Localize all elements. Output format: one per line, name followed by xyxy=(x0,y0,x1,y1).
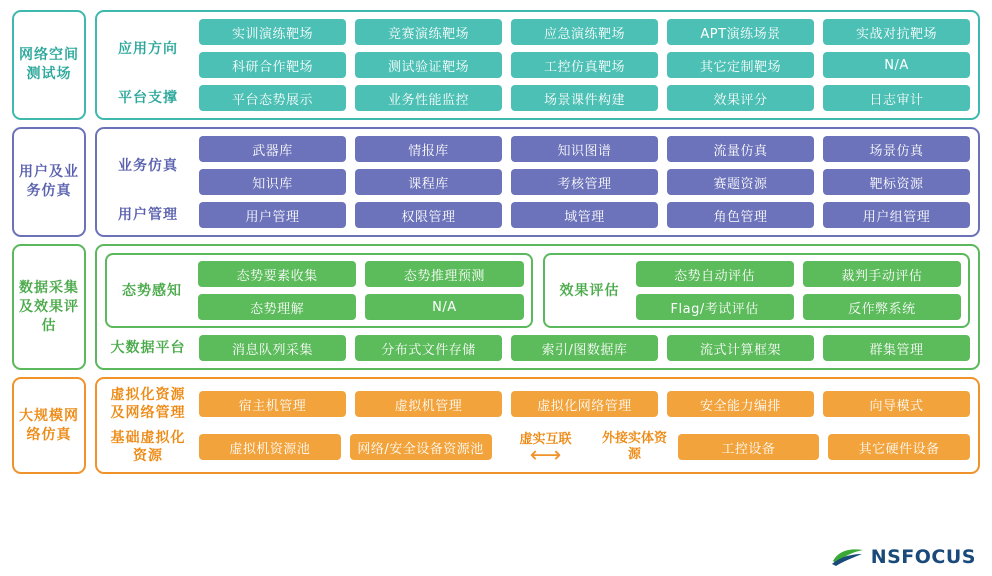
diagram-canvas xyxy=(0,10,992,576)
external-entity-title: 外接实体资源 xyxy=(601,431,667,462)
cell-row xyxy=(199,52,970,78)
cell[interactable]: 角色管理 xyxy=(667,202,814,228)
cell[interactable]: 用户管理 xyxy=(199,202,346,228)
band-business-simulation xyxy=(105,136,970,195)
cell[interactable]: 态势理解 xyxy=(198,294,356,320)
cell[interactable]: 态势要素收集 xyxy=(198,261,356,287)
cell[interactable]: 向导模式 xyxy=(823,391,970,417)
cell-row xyxy=(199,19,970,45)
section-body-large-scale-simulation xyxy=(95,377,980,474)
band-platform-support xyxy=(105,85,970,111)
cell[interactable]: 流式计算框架 xyxy=(667,335,814,361)
cell[interactable]: 武器库 xyxy=(199,136,346,162)
cell[interactable]: 群集管理 xyxy=(823,335,970,361)
cell[interactable]: 虚拟机管理 xyxy=(355,391,502,417)
cell[interactable]: 裁判手动评估 xyxy=(803,261,961,287)
subbox-situation-awareness xyxy=(105,253,533,328)
cell-row xyxy=(199,335,970,361)
cell[interactable]: 情报库 xyxy=(355,136,502,162)
cell[interactable]: 效果评分 xyxy=(667,85,814,111)
band-title: 应用方向 xyxy=(118,40,178,57)
cell[interactable]: 知识图谱 xyxy=(511,136,658,162)
cell-row xyxy=(636,294,962,320)
band-title: 效果评估 xyxy=(559,282,620,299)
cell[interactable]: 虚拟化网络管理 xyxy=(511,391,658,417)
cell[interactable]: 场景课件构建 xyxy=(511,85,658,111)
cell[interactable]: 宿主机管理 xyxy=(199,391,346,417)
band-title: 态势感知 xyxy=(122,282,182,299)
subbox-effect-evaluation xyxy=(543,253,971,328)
double-arrow-icon: ⟷ xyxy=(529,442,562,468)
band-application-direction xyxy=(105,19,970,78)
cell[interactable]: 态势推理预测 xyxy=(365,261,523,287)
cell[interactable]: 场景仿真 xyxy=(823,136,970,162)
section-body-cyber-range xyxy=(95,10,980,120)
cell[interactable]: 其它定制靶场 xyxy=(667,52,814,78)
cell-row xyxy=(199,136,970,162)
cell[interactable]: 用户组管理 xyxy=(823,202,970,228)
cell-row xyxy=(198,294,524,320)
section-label-cyber-range: 网络空间测试场 xyxy=(12,10,86,120)
cell[interactable]: 日志审计 xyxy=(823,85,970,111)
cell[interactable]: 权限管理 xyxy=(355,202,502,228)
cell[interactable]: APT演练场景 xyxy=(667,19,814,45)
cell[interactable]: 工控仿真靶场 xyxy=(511,52,658,78)
cell[interactable]: 业务性能监控 xyxy=(355,85,502,111)
cell-row xyxy=(199,391,970,417)
cell[interactable]: 靶标资源 xyxy=(823,169,970,195)
band-title: 大数据平台 xyxy=(110,340,186,356)
cell[interactable]: 实战对抗靶场 xyxy=(823,19,970,45)
section-label-large-scale-simulation: 大规模网络仿真 xyxy=(12,377,86,474)
section-user-business xyxy=(12,127,980,237)
brand-logo xyxy=(831,546,976,568)
cell[interactable]: 赛题资源 xyxy=(667,169,814,195)
virtual-physical-link xyxy=(500,431,592,468)
cell[interactable]: 课程库 xyxy=(355,169,502,195)
cell[interactable]: 反作弊系统 xyxy=(803,294,961,320)
cell-row xyxy=(199,202,970,228)
cell[interactable]: 知识库 xyxy=(199,169,346,195)
cell[interactable]: 态势自动评估 xyxy=(636,261,794,287)
cell[interactable]: 其它硬件设备 xyxy=(828,434,970,460)
cell[interactable]: 虚拟机资源池 xyxy=(199,434,341,460)
section-label-data-evaluation: 数据采集及效果评估 xyxy=(12,244,86,370)
cell[interactable]: 工控设备 xyxy=(678,434,820,460)
cell-row xyxy=(199,434,492,460)
section-body-user-business xyxy=(95,127,980,237)
cell[interactable]: Flag/考试评估 xyxy=(636,294,794,320)
section-body-data-evaluation xyxy=(95,244,980,370)
band-physical-virtual-link xyxy=(105,429,970,468)
cell[interactable]: 消息队列采集 xyxy=(199,335,346,361)
cell[interactable]: 测试验证靶场 xyxy=(355,52,502,78)
cell[interactable]: 科研合作靶场 xyxy=(199,52,346,78)
cell[interactable]: 竞赛演练靶场 xyxy=(355,19,502,45)
cell[interactable]: 考核管理 xyxy=(511,169,658,195)
band-big-data-platform xyxy=(105,335,970,361)
cell[interactable]: 实训演练靶场 xyxy=(199,19,346,45)
brand-name: NSFOCUS xyxy=(870,546,976,568)
cell[interactable]: N/A xyxy=(823,52,970,78)
cell-row xyxy=(636,261,962,287)
cell[interactable]: N/A xyxy=(365,294,523,320)
band-title: 虚拟化资源及网络管理 xyxy=(110,387,186,421)
cell-row xyxy=(199,169,970,195)
cell-row xyxy=(199,85,970,111)
cell[interactable]: 域管理 xyxy=(511,202,658,228)
cell[interactable]: 索引/图数据库 xyxy=(511,335,658,361)
link-label: 虚实互联 xyxy=(519,431,572,447)
cell-row xyxy=(198,261,524,287)
nsfocus-leaf-icon xyxy=(831,547,865,567)
section-large-scale-simulation xyxy=(12,377,980,474)
band-title: 业务仿真 xyxy=(118,157,178,174)
cell[interactable]: 网络/安全设备资源池 xyxy=(350,434,492,460)
cell[interactable]: 平台态势展示 xyxy=(199,85,346,111)
cell[interactable]: 安全能力编排 xyxy=(667,391,814,417)
band-user-management xyxy=(105,202,970,228)
cell[interactable]: 流量仿真 xyxy=(667,136,814,162)
section-label-user-business: 用户及业务仿真 xyxy=(12,127,86,237)
cell-row xyxy=(678,434,971,460)
section-cyber-range xyxy=(12,10,980,120)
cell[interactable]: 分布式文件存储 xyxy=(355,335,502,361)
band-virtualization-management xyxy=(105,386,970,422)
cell[interactable]: 应急演练靶场 xyxy=(511,19,658,45)
band-row-awareness-evaluation xyxy=(105,253,970,328)
section-data-evaluation xyxy=(12,244,980,370)
band-title: 基础虚拟化资源 xyxy=(110,430,186,464)
band-title: 平台支撑 xyxy=(118,90,178,106)
band-title: 用户管理 xyxy=(118,207,178,223)
